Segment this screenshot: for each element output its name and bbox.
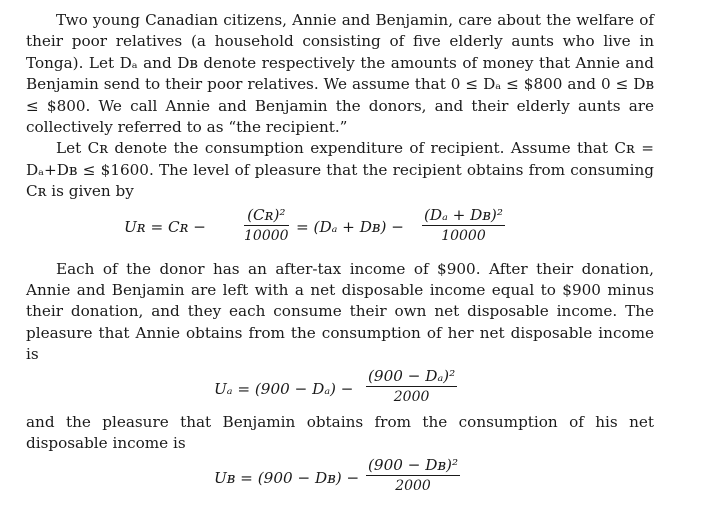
equation-benjamin-utility bbox=[26, 455, 654, 501]
equation-recipient-utility bbox=[26, 203, 654, 255]
eq2-fraction bbox=[366, 366, 457, 407]
eq3-lhs: Uʙ = (900 − Dʙ) − bbox=[214, 468, 360, 487]
eq1-fraction-2 bbox=[422, 205, 505, 246]
eq3-fraction bbox=[366, 455, 460, 496]
eq1-frac2-numerator: (Dₐ + Dʙ)² bbox=[424, 205, 503, 224]
eq2-numerator: (900 − Dₐ)² bbox=[368, 366, 456, 385]
eq2-denominator: 2000 bbox=[393, 388, 430, 405]
eq3-denominator: 2000 bbox=[395, 477, 431, 494]
eq1-frac1-denominator: 10000 bbox=[244, 227, 289, 244]
eq1-fraction-1 bbox=[244, 205, 289, 246]
paragraph-donor-income: Each of the donor has an after-tax income of $900. After their donation, Annie and Benjamin are left with a net disposable income equal to $900 minus their donation, and they each consume their own net disposable income. The pleasure that Annie obtains from the consumption of her net disposable income is bbox=[26, 259, 654, 364]
paragraph-donors-intro: Two young Canadian citizens, Annie and Benjamin, care about the welfare of their poor relatives (a household consisting of five elderly aunts who live in Tonga). Let Dₐ and Dʙ denote respectively the amounts of money that Annie and Benjamin send to their poor relatives. We assume that 0 ≤ Dₐ ≤ $800 and 0 ≤ Dʙ ≤ $800. We call Annie and Benjamin the donors, and their elderly aunts are collectively referred to as “the recipient.” bbox=[26, 11, 654, 137]
paragraph-recipient-consumption: Let Cʀ denote the consumption expenditure of recipient. Assume that Cʀ = Dₐ+Dʙ ≤ $1600. The level of pleasure that the recipient obtains from consuming Cʀ is given by bbox=[26, 139, 654, 201]
eq3-numerator: (900 − Dʙ)² bbox=[368, 455, 459, 474]
paragraph-benjamin-intro: and the pleasure that Benjamin obtains from the consumption of his net disposable income is bbox=[26, 412, 654, 453]
eq1-middle: = (Dₐ + Dʙ) − bbox=[296, 217, 404, 236]
eq1-frac2-denominator: 10000 bbox=[441, 227, 486, 244]
eq1-lhs: Uʀ = Cʀ − bbox=[124, 217, 207, 236]
equation-annie-utility bbox=[26, 366, 654, 412]
document-page bbox=[26, 10, 654, 501]
eq2-lhs: Uₐ = (900 − Dₐ) − bbox=[214, 379, 354, 398]
eq1-frac1-numerator: (Cʀ)² bbox=[244, 205, 289, 226]
